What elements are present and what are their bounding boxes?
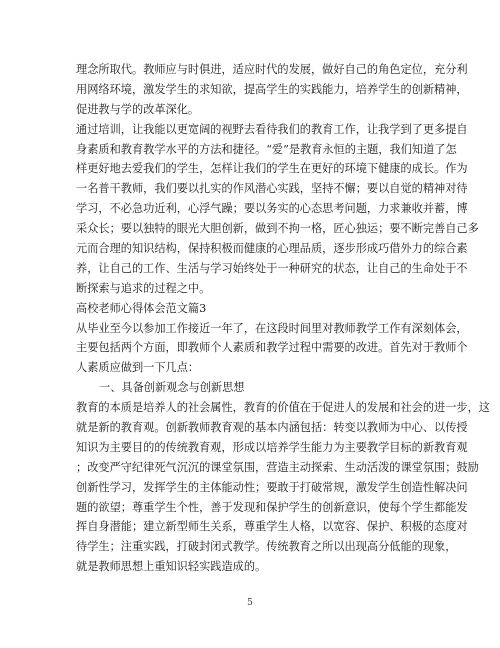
text-line: 理念所取代。教师应与时俱进，适应时代的发展，做好自己的角色定位，充分利 (76, 63, 468, 76)
text-line: 就是教师思想上重知识轻实践造成的。 (76, 560, 267, 574)
text-line: 用网络环境，激发学生的求知欲，提高学生的实践能力，培养学生的创新精神， (76, 82, 468, 96)
text-line: 元而合理的知识结构，保持积极而健康的心理品质，逐步形成巧借外力的综合素 (76, 242, 468, 256)
text-line: 养，让自己的工作、生活与学习始终处于一种研究的状态，让自己的生命处于不 (76, 261, 468, 275)
text-line: 教育的本质是培养人的社会属性，教育的价值在于促进人的发展和社会的进一步，这 (76, 401, 490, 415)
text-line: 一名普干教师，我们要以扎实的作风潜心实践，坚持不懈；要以自觉的精神对待 (76, 182, 468, 196)
text-line: 身素质和教育教学水平的方法和捷径。“爱”是教育永恒的主题，我们知道了怎 (76, 142, 457, 156)
text-line: 样更好地去爱我们的学生，怎样让我们的学生在更好的环境下健康的成长。作为 (76, 162, 468, 176)
document-body (76, 60, 490, 577)
text-line: 高校老师心得体会范文篇3 (76, 301, 207, 315)
text-line: 通过培训，让我能以更宽阔的视野去看待我们的教育工作，让我学到了更多提自 (76, 122, 468, 136)
text-line: 就是新的教育观。创新教师教育观的基本内涵包括：转变以教师为中心、以传授 (76, 421, 468, 435)
text-line: 知识为主要目的的传统教育观，形成以培养学生能力为主要教学目标的新教育观 (76, 440, 468, 454)
text-line: 题的欲望；尊重学生个性，善于发现和保护学生的创新意识，使每个学生都能发 (76, 500, 468, 514)
text-line: 挥自身潜能；建立新型师生关系，尊重学生人格，以宽容、保护、积极的态度对 (76, 520, 468, 534)
text-line: 断探索与追求的过程之中。 (76, 281, 211, 295)
page-number: 5 (247, 598, 253, 608)
text-line: ；改变严守纪律死气沉沉的课堂氛围，营造主动探索、生动活泼的课堂氛围；鼓励 (76, 460, 479, 474)
text-line: 促进教与学的改革深化。 (76, 102, 200, 116)
text-line: 主要包括两个方面，即教师个人素质和教学过程中需要的改进。首先对于教师个 (76, 341, 468, 355)
text-line: 创新性学习，发挥学生的主体能动性；要敢于打破常规，激发学生创造性解决问 (76, 480, 468, 494)
text-line: 人素质应做到一下几点： (76, 361, 200, 375)
text-line: 学习，不必急功近利，心浮气躁；要以务实的心态思考问题，力求兼收并蓄，博 (76, 202, 468, 216)
text-line: 待学生；注重实践，打破封闭式教学。传统教育之所以出现高分低能的现象， (76, 540, 457, 554)
text-line: 采众长；要以独特的眼光大胆创新，做到不拘一格，匠心独运；要不断完善自己多 (76, 222, 479, 236)
text-line: 一、具备创新观念与创新思想 (99, 381, 245, 395)
text-line: 从毕业至今以参加工作接近一年了，在这段时间里对教师教学工作有深刻体会， (76, 321, 468, 335)
